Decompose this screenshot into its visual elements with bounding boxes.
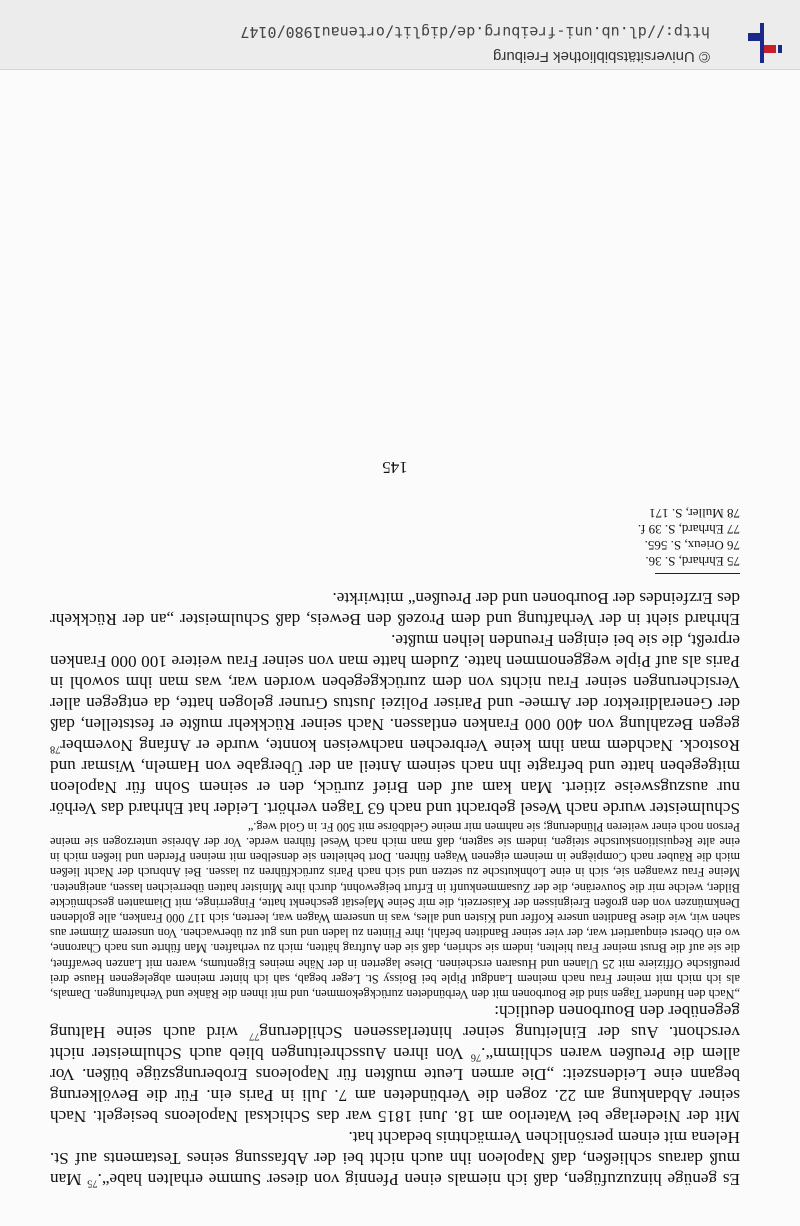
p1-text-2: Man muß daraus schließen, daß Napoleon ihn auch nicht bei der Abfassung seines Testaments auf St. Helena mit einem persönlichen Vermächtnis bedacht hat. [50, 1128, 740, 1189]
source-url-link[interactable]: http://dl.ub.uni-freiburg.de/diglit/ortenau1980/0147 [240, 23, 710, 41]
p2-text: Mit der Niederlage bei Waterloo am 18. Juni 1815 war das Schicksal Napoleons besiegelt. Nach seiner Abdankung am 22. zogen die Verbündeten am 7. Juli in Paris ein. Für die Bevölkerung begann eine Leidenszeit: „Die armen Leute mußten für Napoleons Eroberungszüge büßen. Vor allem die Preußen waren schlimm“. [50, 1044, 740, 1126]
footnote-divider [655, 573, 740, 574]
p3-text: Schulmeister wurde nach Wesel gebracht und nach 63 Tagen verhört. Leider hat Ehrhard das Verhör nur auszugsweise zitiert. Man kam auf den Brief zurück, den er seinem Sohn für Napoleon mitgegeben hatte und befragte ihn nach seinem Anteil an der Übergabe von Hameln, Wismar und Rostock. Nachdem man ihm keine Verbrechen nachweisen konnte, wurde er Anfang November [50, 735, 740, 818]
block-quote: „Nach den Hundert Tagen sind die Bourbonen mit den Verbündeten zurückgekommen, und mit ihnen die Ränke und Verhaftungen. Damals, als ich mich mit meiner Frau nach meinem Landgut Piple bei Boissy St. Leger begab, sah ich hinter meinem abgelegenen Hause drei preußische Offiziere mit 25 Ulanen und Husaren erscheinen. Diese lagerten in der Nähe meines Eigentums, waren mit Lanzen bewaffnet, die sie auf die Brust meiner Frau hielten, indem sie schrien, daß sie den Auftrag hätten, mich zu verhaften. Man führte uns nach Charonne, wo ein Oberst einquartiert war, der vier seiner Banditen befahl, ihre Flinten zu laden und uns gut zu überwachen. Von unserem Zimmer aus sahen wir, wie diese Banditen unsere Koffer und Kisten und alles, was in unserem Wagen war, leerten, sich 117 000 Franken, alle goldenen Denkmünzen von den großen Ereignissen der Kaiserzeit, die mir Seine Majestät geschenkt hatte, Fingerringe, mit Diamanten geschmückte Bilder, welche mir die Souveräne, die der Zusammenkunft in Erfurt beigewohnt, durch ihre Minister hatten überreichen lassen, aneigneten. Meine Frau zwangen sie, sich in eine Lohnkutsche zu setzen und sich nach Paris zurückführen zu lassen. Bei Anbruch der Nacht ließen mich die Räuber nach Compiègne in meinem eigenen Wagen führen. Dort behielten sie denselben mit meinen Pferden und ließen mich in eine alte Requisitionskutsche steigen, indem sie sagten, daß man mich nach Wesel führen werde. Vor der Abreise unterzogen sie meine Person noch einer weiteren Plünderung; sie nahmen mir meine Geldbörse mit 500 Fr. in Gold weg.“ [50, 819, 740, 1001]
p3-text-2: gegen Bezahlung von 400 000 Franken entlassen. Nach seiner Rückkehr mußte er feststellen, daß der Generaldirektor der Armee- und Pariser Polizei Justus Gruner gelogen hatte, da entgegen aller Versicherungen seiner Frau nichts von dem zurückgegeben worden war, was man ihm sowohl in Paris als auf Piple weggenommen hatte. Zudem hatte man von seiner Frau weitere 100 000 Franken erpreßt, die sie bei einigen Freunden leihen mußte. [50, 630, 740, 734]
page-content [50, 457, 740, 1190]
p2-text-3: wird auch seine Haltung gegenüber den Bourbonen deutlich: [50, 1002, 740, 1042]
copyright-notice: © Universitätsbibliothek Freiburg [493, 48, 710, 65]
p2-text-2: Von ihren Ausschreitungen blieb auch Schulmeister nicht verschont. Aus der Einleitung seiner hinterlassenen Schilderung [49, 1023, 740, 1063]
paragraph-4: Ehrhard sieht in der Verhaftung und dem Prozeß den Beweis, daß Schulmeister „an der Rückkehr des Erzfeindes der Bourbonen und der Preußen“ mitwirkte. [50, 588, 740, 629]
footnote-78: 78 Muller, S. 171 [649, 505, 740, 521]
page-number: 145 [382, 457, 408, 477]
footnote-ref-78: 78 [50, 743, 61, 755]
footnote-77: 77 Ehrhard, S. 39 f. [637, 521, 740, 537]
footnote-ref-76: 76 [470, 1051, 482, 1063]
paragraph-3 [50, 630, 740, 819]
footnote-76: 76 Orieux, S. 565. [644, 537, 740, 553]
ub-freiburg-logo-icon [742, 23, 782, 63]
p1-text: Es genüge hinzuzufügen, daß ich niemals einen Pfennig von dieser Summe erhalten habe“. [97, 1170, 740, 1189]
footnote-ref-75: 75 [87, 1177, 98, 1189]
paragraph-1 [50, 1127, 740, 1190]
footnote-ref-77: 77 [249, 1030, 260, 1042]
digitization-banner [0, 0, 800, 70]
paragraph-2 [50, 1001, 740, 1127]
footnote-75: 75 Ehrhard, S. 36. [645, 553, 740, 569]
